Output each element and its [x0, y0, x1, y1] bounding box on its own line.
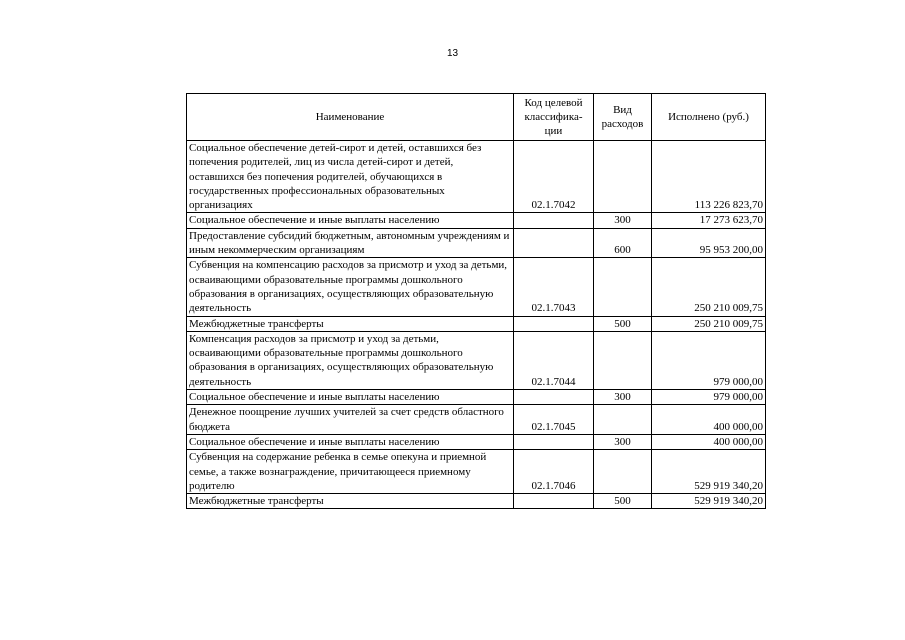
- row-name: Социальное обеспечение и иные выплаты населению: [187, 390, 514, 405]
- row-name: Субвенция на компенсацию расходов за присмотр и уход за детьми, осваивающими образовательные программы дошкольного образования в организациях, осуществляющих образовательную деятельность: [187, 258, 514, 316]
- table-row: [187, 316, 766, 331]
- row-sum: 529 919 340,20: [652, 450, 766, 494]
- row-sum: 529 919 340,20: [652, 494, 766, 509]
- row-sum: 400 000,00: [652, 434, 766, 449]
- row-name: Предоставление субсидий бюджетным, автономным учреждениям и иным некоммерческим организациям: [187, 228, 514, 258]
- row-code: 02.1.7045: [514, 405, 594, 435]
- row-name: Компенсация расходов за присмотр и уход за детьми, осваивающими образовательные программы дошкольного образования в организациях, осуществляющих образовательную деятельность: [187, 331, 514, 389]
- table-row: [187, 450, 766, 494]
- table-row: [187, 390, 766, 405]
- row-name: Субвенция на содержание ребенка в семье опекуна и приемной семье, а также вознаграждение, причитающееся приемному родителю: [187, 450, 514, 494]
- row-sum: 979 000,00: [652, 331, 766, 389]
- row-code: [514, 228, 594, 258]
- row-name: Социальное обеспечение и иные выплаты населению: [187, 434, 514, 449]
- row-type: 300: [594, 434, 652, 449]
- table-header-row: [187, 94, 766, 141]
- page-number: 13: [446, 48, 459, 59]
- table-row: [187, 213, 766, 228]
- table-row: [187, 405, 766, 435]
- table-row: [187, 228, 766, 258]
- row-code: 02.1.7043: [514, 258, 594, 316]
- table-row: [187, 434, 766, 449]
- row-code: 02.1.7042: [514, 141, 594, 213]
- header-code: Код целевой классифика-ции: [514, 94, 594, 141]
- row-code: [514, 316, 594, 331]
- row-type: [594, 141, 652, 213]
- row-name: Межбюджетные трансферты: [187, 494, 514, 509]
- row-type: [594, 405, 652, 435]
- row-type: [594, 258, 652, 316]
- header-name: Наименование: [187, 94, 514, 141]
- row-code: 02.1.7044: [514, 331, 594, 389]
- row-type: 300: [594, 390, 652, 405]
- row-sum: 113 226 823,70: [652, 141, 766, 213]
- row-type: [594, 331, 652, 389]
- row-code: [514, 494, 594, 509]
- row-type: 300: [594, 213, 652, 228]
- row-sum: 979 000,00: [652, 390, 766, 405]
- table-row: [187, 494, 766, 509]
- row-type: [594, 450, 652, 494]
- row-type: 500: [594, 494, 652, 509]
- row-code: [514, 434, 594, 449]
- row-code: [514, 213, 594, 228]
- row-sum: 250 210 009,75: [652, 316, 766, 331]
- row-name: Социальное обеспечение и иные выплаты населению: [187, 213, 514, 228]
- row-sum: 400 000,00: [652, 405, 766, 435]
- row-code: [514, 390, 594, 405]
- row-name: Денежное поощрение лучших учителей за счет средств областного бюджета: [187, 405, 514, 435]
- row-sum: 95 953 200,00: [652, 228, 766, 258]
- table-row: [187, 331, 766, 389]
- row-type: 600: [594, 228, 652, 258]
- table-row: [187, 141, 766, 213]
- row-name: Межбюджетные трансферты: [187, 316, 514, 331]
- row-sum: 17 273 623,70: [652, 213, 766, 228]
- row-type: 500: [594, 316, 652, 331]
- row-name: Социальное обеспечение детей-сирот и детей, оставшихся без попечения родителей, лиц из числа детей-сирот и детей, оставшихся без попечения родителей, обучающихся в государственных профессиональных образовательных организациях: [187, 141, 514, 213]
- row-code: 02.1.7046: [514, 450, 594, 494]
- header-sum: Исполнено (руб.): [652, 94, 766, 141]
- table-row: [187, 258, 766, 316]
- header-type: Вид расходов: [594, 94, 652, 141]
- budget-table: [186, 93, 766, 509]
- row-sum: 250 210 009,75: [652, 258, 766, 316]
